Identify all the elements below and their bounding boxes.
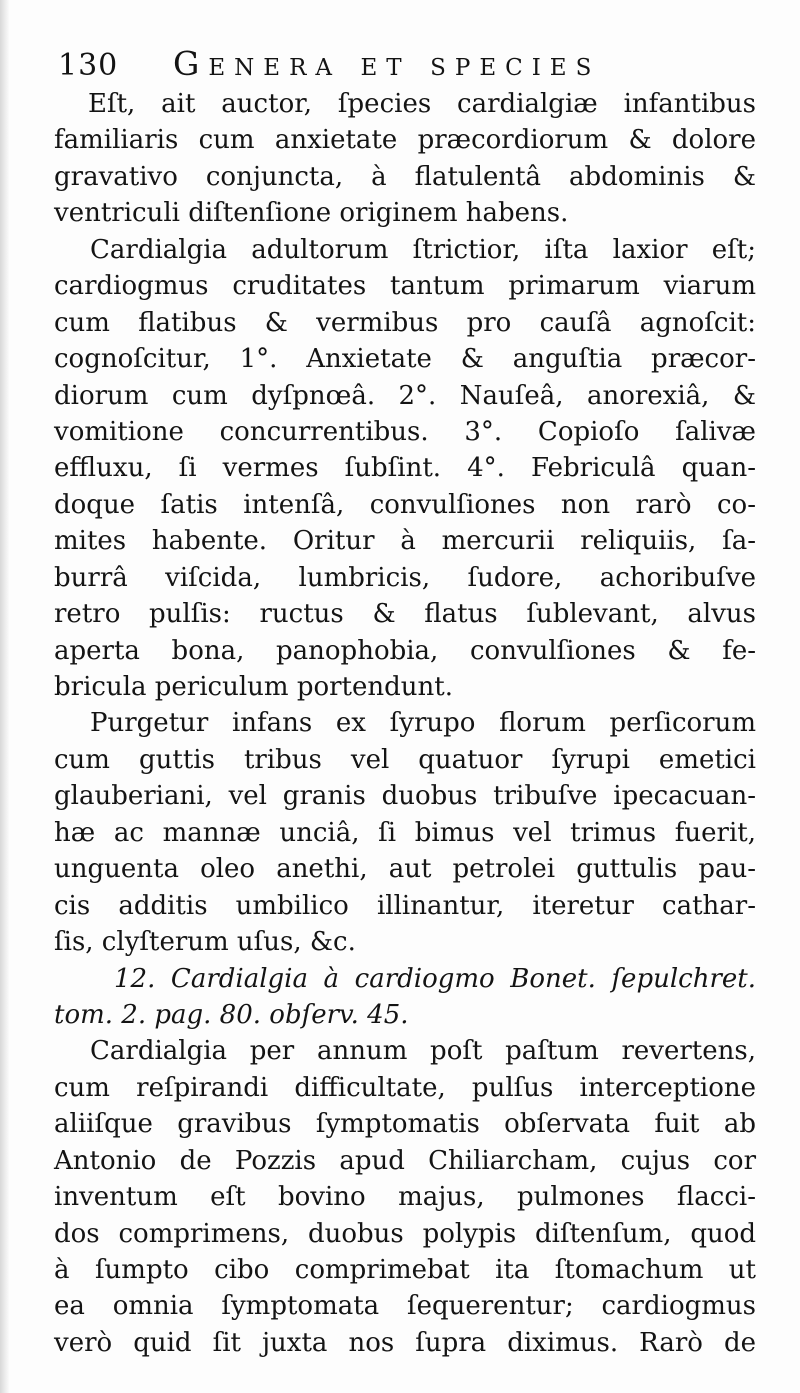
text-line: gravativo conjuncta, à flatulentâ abdominis & [54, 161, 756, 192]
text-line: vomitione concurrentibus. 3°. Copioſo ſalivæ [54, 416, 756, 447]
text-line: ea omnia ſymptomata ſequerentur; cardiogmus [54, 1291, 756, 1322]
text-line: verò quid ſit juxta nos ſupra diximus. Rarò de [54, 1327, 756, 1358]
body-text [54, 86, 756, 1361]
text-line: effluxu, ſi vermes ſubſint. 4°. Febriculâ quan- [54, 453, 756, 484]
text-line: dos comprimens, duobus polypis diſtenſum, quod [54, 1218, 756, 1249]
text-line: Eſt, ait auctor, ſpecies cardialgiæ infantibus [88, 89, 756, 119]
running-head: Genera et species [173, 44, 601, 83]
text-line: Cardialgia adultorum ſtrictior, iſta laxior eſt; [90, 234, 756, 265]
text-line: cis additis umbilico illinantur, iteretur cathar- [54, 890, 756, 921]
text-line: à ſumpto cibo comprimebat ita ſtomachum ut [54, 1255, 756, 1285]
text-line: cardiogmus cruditates tantum primarum viarum [54, 271, 756, 302]
text-line: mites habente. Oritur à mercurii reliquiis, ſa- [54, 526, 756, 557]
text-line: cum reſpirandi difficultate, pulſus interceptione [54, 1072, 756, 1103]
text-line: retro pulſis: ructus & flatus ſublevant, alvus [54, 599, 756, 630]
text-line: aliiſque gravibus ſymptomatis obſervata fuit ab [54, 1109, 756, 1140]
text-line: cognoſcitur, 1°. Anxietate & anguſtia præcor- [54, 344, 756, 375]
text-line: cum guttis tribus vel quatuor ſyrupi emetici [54, 744, 756, 775]
page-number: 130 [58, 48, 119, 83]
text-line: cum flatibus & vermibus pro cauſâ agnoſcit: [54, 307, 756, 338]
page-edge-shadow [0, 0, 10, 1393]
text-line: diorum cum dyſpnœâ. 2°. Nauſeâ, anorexiâ, & [54, 380, 756, 411]
text-line: unguenta oleo anethi, aut petrolei guttulis pau- [54, 854, 756, 885]
text-line: Purgetur infans ex ſyrupo florum perſicorum [90, 708, 756, 739]
text-line: tom. 2. pag. 80. obſerv. 45. [54, 999, 409, 1030]
text-line: ventriculi diſtenſione originem habens. [54, 198, 569, 229]
text-line: burrâ viſcida, lumbricis, ſudore, achoribuſve [54, 562, 756, 593]
text-line: aperta bona, panophobia, convulſiones & fe- [54, 635, 756, 666]
text-line: glauberiani, vel granis duobus tribuſve ipecacuan- [54, 781, 756, 812]
text-line: bricula periculum portendunt. [54, 672, 453, 702]
text-line: familiaris cum anxietate præcordiorum & dolore [54, 125, 756, 156]
text-line: ſis, clyſterum uſus, &c. [54, 927, 356, 958]
text-line: hæ ac mannæ unciâ, ſi bimus vel trimus fuerit, [54, 817, 756, 848]
text-line: 12. Cardialgia à cardiogmo Bonet. ſepulchret. [114, 963, 756, 994]
text-line: Cardialgia per annum poſt paſtum revertens, [90, 1036, 756, 1067]
text-line: inventum eſt bovino majus, pulmones flacci- [54, 1182, 756, 1213]
text-line: doque ſatis intenſâ, convulſiones non rarò co- [54, 489, 756, 520]
text-line: Antonio de Pozzis apud Chiliarcham, cujus cor [54, 1145, 756, 1176]
